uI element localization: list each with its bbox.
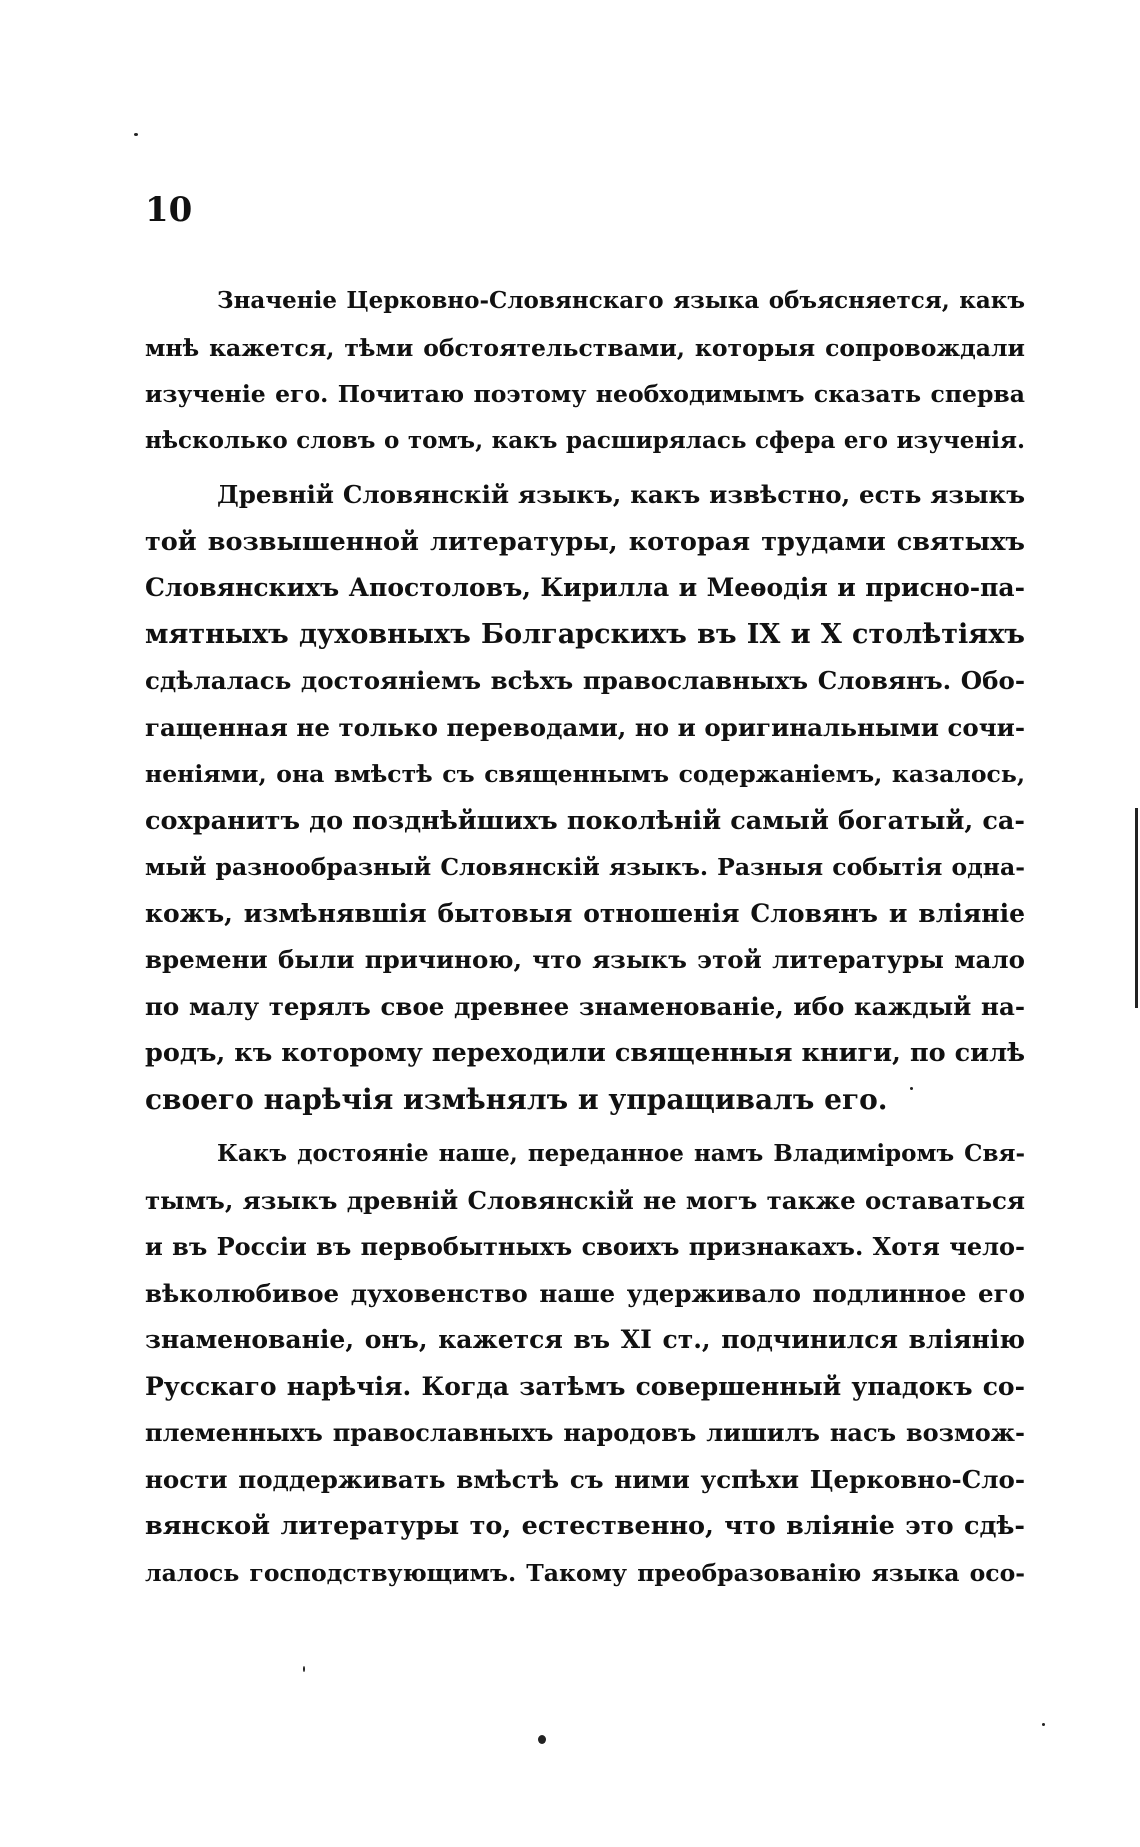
text-line: гащенная не только переводами, но и оригинальными сочи-: [145, 712, 1025, 742]
text-line: и въ Россіи въ первобытныхъ своихъ признакахъ. Хотя чело-: [145, 1232, 1025, 1261]
text-line: знаменованіе, онъ, кажется въ XI ст., подчинился вліянію: [145, 1325, 1025, 1354]
text-line: ности поддерживать вмѣстѣ съ ними успѣхи Церковно-Сло-: [145, 1464, 1025, 1494]
text-line: лалось господствующимъ. Такому преобразованію языка осо-: [145, 1558, 1025, 1587]
text-line: нѣсколько словъ о томъ, какъ расширялась сфера его изученія.: [145, 426, 1025, 454]
margin-rule: [1135, 808, 1138, 1008]
text-line: сдѣлалась достояніемъ всѣхъ православныхъ Словянъ. Обо-: [145, 666, 1025, 695]
body-text: [145, 278, 1025, 1596]
text-line: Какъ достояніе наше, переданное намъ Владиміромъ Свя-: [217, 1140, 1025, 1167]
text-line: мятныхъ духовныхъ Болгарскихъ въ IX и X столѣтіяхъ: [145, 618, 1025, 650]
text-line: родъ, къ которому переходили священныя книги, по силѣ: [145, 1038, 1025, 1068]
text-line: изученіе его. Почитаю поэтому необходимымъ сказать сперва: [145, 380, 1025, 408]
ink-speck: [538, 1735, 546, 1744]
page-number: 10: [145, 190, 193, 230]
text-line: мнѣ кажется, тѣми обстоятельствами, которыя сопровождали: [145, 333, 1025, 362]
text-line: кожъ, измѣнявшія бытовыя отношенія Словянъ и вліяніе: [145, 898, 1025, 928]
text-line: Словянскихъ Апостоловъ, Кирилла и Меѳодія и присно-па-: [145, 573, 1025, 602]
ink-speck: [134, 133, 138, 136]
text-line: племенныхъ православныхъ народовъ лишилъ насъ возмож-: [145, 1418, 1025, 1447]
text-line: сохранитъ до позднѣйшихъ поколѣній самый богатый, са-: [145, 805, 1025, 836]
text-line: мый разнообразный Словянскій языкъ. Разныя событія одна-: [145, 853, 1025, 881]
text-line: своего нарѣчія измѣнялъ и упращивалъ его.: [145, 1082, 888, 1116]
text-line: Русскаго нарѣчія. Когда затѣмъ совершенный упадокъ со-: [145, 1371, 1025, 1401]
ink-speck: [1042, 1723, 1045, 1726]
text-line: вянской литературы то, естественно, что вліяніе это сдѣ-: [145, 1511, 1025, 1541]
text-line: неніями, она вмѣстѣ съ священнымъ содержаніемъ, казалось,: [145, 760, 1025, 788]
text-line: Значеніе Церковно-Словянскаго языка объясняется, какъ: [217, 287, 1025, 314]
text-line: вѣколюбивое духовенство наше удерживало подлинное его: [145, 1278, 1025, 1308]
text-line: тымъ, языкъ древній Словянскій не могъ также оставаться: [145, 1185, 1025, 1215]
text-line: по малу терялъ свое древнее знаменованіе, ибо каждый на-: [145, 991, 1025, 1021]
ink-speck: [303, 1666, 305, 1672]
text-line: той возвышенной литературы, которая трудами святыхъ: [145, 526, 1025, 557]
text-line: Древній Словянскій языкъ, какъ извѣстно, есть языкъ: [217, 480, 1025, 509]
text-line: времени были причиною, что языкъ этой литературы мало: [145, 945, 1025, 974]
ink-speck: [910, 1087, 913, 1090]
